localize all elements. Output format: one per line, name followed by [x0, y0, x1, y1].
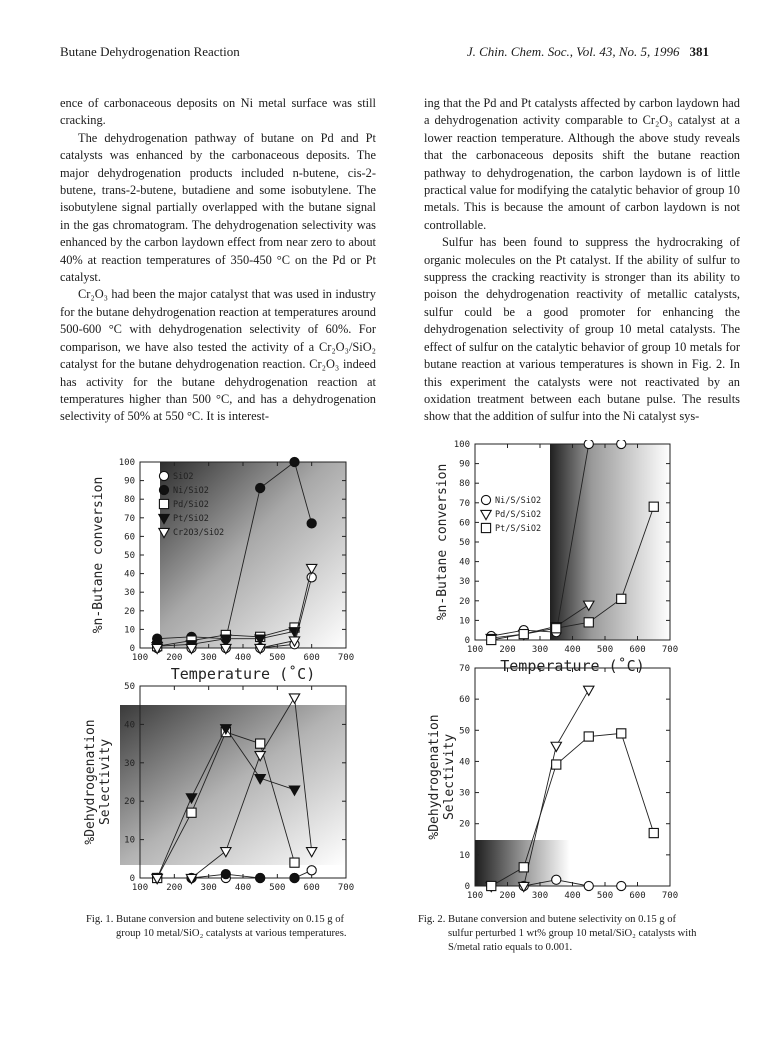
x-axis-label: Temperature (˚C)	[500, 657, 645, 675]
data-point	[584, 686, 594, 695]
caption-label: Fig. 1.	[86, 914, 114, 925]
legend-marker	[481, 495, 490, 504]
y-tick-label: 30	[124, 588, 135, 599]
x-tick-label: 600	[629, 891, 646, 900]
y-tick-label: 20	[124, 797, 135, 808]
x-tick-label: 100	[466, 645, 484, 655]
y-tick-label: 60	[459, 518, 470, 529]
x-tick-label: 700	[337, 653, 355, 663]
y-axis-label-line: %Dehydrogenation	[83, 719, 98, 845]
data-point	[649, 502, 658, 511]
y-tick-label: 70	[124, 513, 135, 524]
y-tick-label: 30	[459, 788, 470, 799]
y-tick-label: 50	[459, 538, 470, 548]
y-tick-label: 50	[124, 682, 135, 692]
y-tick-label: 100	[453, 440, 470, 450]
y-tick-label: 10	[124, 835, 135, 846]
x-tick-label: 700	[661, 891, 679, 900]
data-point	[187, 808, 196, 817]
y-tick-label: 40	[459, 757, 470, 768]
x-tick-label: 300	[531, 645, 549, 655]
data-point	[290, 457, 299, 466]
data-point	[552, 875, 561, 884]
y-tick-label: 40	[124, 569, 135, 580]
legend-marker	[159, 471, 168, 480]
x-axis-label: Temperature (˚C)	[170, 665, 316, 683]
y-tick-label: 0	[129, 644, 135, 654]
x-tick-label: 600	[303, 653, 320, 663]
data-point	[487, 881, 496, 890]
legend-label: Pd/S/SiO2	[495, 510, 542, 520]
legend-marker	[159, 499, 168, 508]
data-point	[617, 440, 626, 449]
y-tick-label: 0	[129, 874, 135, 884]
x-tick-label: 700	[337, 883, 355, 893]
chart-fig2-top	[435, 440, 678, 675]
journal-name: J. Chin. Chem. Soc., Vol. 43, No. 5, 1996	[466, 44, 680, 59]
data-point	[221, 870, 230, 879]
chart-shading	[120, 705, 346, 865]
y-tick-label: 90	[124, 476, 135, 487]
x-tick-label: 200	[499, 645, 516, 655]
y-tick-label: 40	[124, 720, 135, 731]
data-point	[290, 858, 299, 867]
legend-label: SiO2	[173, 472, 194, 482]
x-tick-label: 500	[269, 653, 286, 663]
x-tick-label: 100	[131, 653, 149, 663]
x-tick-label: 400	[564, 645, 581, 655]
data-point	[617, 881, 626, 890]
x-tick-label: 400	[234, 883, 252, 893]
left-column	[60, 95, 376, 426]
paragraph: Cr₂O₃ had been the major catalyst that was used in industry for the butane dehydrogenation reaction at temperatures around 500-600 °C with dehydrogenation selectivity of 60%. For comparison, we have also tested the activity of a Cr₂O₃/SiO₂ catalyst for the butane dehydrogenation reaction. Cr₂O₃ indeed has activity for the butane dehydrogenation reaction at temperatures higher than 500 °C, and has a dehydrogenation selectivity of 50% at 550 °C. It is interest-	[60, 287, 376, 424]
figure-1-caption	[86, 913, 366, 941]
data-point	[584, 618, 593, 627]
chart-shading	[550, 444, 670, 640]
y-tick-label: 50	[459, 726, 470, 737]
y-axis-label-line: %Dehydrogenation	[427, 714, 442, 840]
y-axis-label-line: Selectivity	[98, 738, 113, 826]
y-tick-label: 90	[459, 459, 470, 470]
paragraph: ing that the Pd and Pt catalysts affected by carbon laydown had a dehydrogenation activity comparable to Cr₂O₃ catalyst at a lower reaction temperature. Although the above study reveals that the carbonaceous deposits shift the butane reaction pathway to dehydrogenation, the carbon laydown is of little practical value for modifying the catalytic behavior of group 10 metals. This is because the amount of carbon laydown is not controllable.	[424, 96, 740, 232]
x-tick-label: 100	[466, 891, 484, 900]
caption-text: Butane conversion and butene selectivity on 0.15 g of sulfur perturbed 1 wt% group 10 metal/SiO₂ catalysts with S/metal ratio equals to 0.001.	[448, 914, 697, 953]
y-tick-label: 70	[459, 664, 470, 674]
data-point	[289, 694, 299, 703]
page-number: 381	[689, 44, 709, 59]
data-point	[584, 732, 593, 741]
y-tick-label: 20	[124, 606, 135, 617]
y-tick-label: 0	[464, 636, 470, 646]
y-tick-label: 10	[459, 850, 470, 861]
running-title: Butane Dehydrogenation Reaction	[60, 44, 240, 59]
data-point	[519, 630, 528, 639]
journal-citation	[467, 44, 709, 60]
y-tick-label: 80	[459, 479, 470, 490]
figure-2	[420, 440, 720, 900]
legend-marker	[481, 523, 490, 532]
data-point	[617, 594, 626, 603]
y-tick-label: 20	[459, 596, 470, 607]
y-tick-label: 60	[459, 695, 470, 706]
x-tick-label: 300	[200, 883, 217, 893]
paragraph: Sulfur has been found to suppress the hydrocraking of organic molecules on the Pt catalyst. If the ability of sulfur to suppress the cracking reactivity is stronger than its ability to poison the dehydrogenation reactivity of metallic catalysts, sulfur could be a good promoter for enhancing the dehydrogenation selectivity of group 10 metal catalysts. The effect of sulfur on the catalytic behavior of group 10 metals for butane reaction at various temperatures is shown in Fig. 2. In this experiment the catalysts were not reactivated by an oxidation treatment between each butane pulse. The results show that the addition of sulfur into the Ni catalyst sys-	[424, 235, 740, 424]
y-axis-label-line: %n-Butane conversion	[91, 476, 106, 634]
series-line	[157, 870, 312, 878]
y-tick-label: 0	[464, 882, 470, 892]
x-tick-label: 200	[499, 891, 516, 900]
x-tick-label: 200	[166, 883, 183, 893]
data-point	[256, 873, 265, 882]
y-axis-label	[427, 714, 457, 839]
x-tick-label: 200	[166, 653, 183, 663]
y-tick-label: 40	[459, 557, 470, 568]
x-tick-label: 300	[531, 891, 549, 900]
data-point	[617, 729, 626, 738]
y-tick-label: 100	[118, 458, 135, 468]
data-point	[307, 519, 316, 528]
legend-label: Pd/SiO2	[173, 500, 209, 510]
legend-marker	[481, 510, 491, 519]
paragraph: ence of carbonaceous deposits on Ni metal surface was still cracking.	[60, 96, 376, 128]
x-tick-label: 500	[596, 891, 614, 900]
y-tick-label: 70	[459, 498, 470, 509]
figure-1	[60, 440, 380, 900]
x-tick-label: 400	[234, 653, 252, 663]
right-column	[424, 95, 740, 426]
data-point	[307, 866, 316, 875]
x-tick-label: 400	[564, 891, 581, 900]
legend-label: Cr2O3/SiO2	[173, 528, 225, 538]
data-point	[487, 635, 496, 644]
data-point	[519, 863, 528, 872]
data-point	[256, 483, 265, 492]
legend-label: Pt/SiO2	[173, 514, 209, 524]
caption-label: Fig. 2.	[418, 914, 446, 925]
chart-fig2-bottom	[427, 664, 678, 900]
figure-2-caption	[418, 913, 698, 955]
y-axis-label	[91, 477, 106, 634]
y-tick-label: 60	[124, 532, 135, 543]
data-point	[290, 873, 299, 882]
y-axis-label	[435, 464, 450, 621]
x-tick-label: 500	[269, 883, 286, 893]
x-tick-label: 500	[596, 645, 614, 655]
legend-label: Ni/S/SiO2	[495, 496, 542, 506]
data-point	[551, 742, 561, 751]
legend	[481, 495, 541, 534]
y-tick-label: 20	[459, 819, 470, 830]
y-tick-label: 10	[459, 616, 470, 627]
y-axis-label-line: Selectivity	[442, 733, 457, 821]
data-point	[256, 739, 265, 748]
legend-marker	[159, 485, 168, 494]
x-tick-label: 600	[303, 883, 320, 893]
chart-fig1-bottom	[83, 682, 354, 893]
caption-text: Butane conversion and butene selectivity on 0.15 g of group 10 metal/SiO₂ catalysts at various temperatures.	[116, 914, 347, 939]
data-point	[552, 760, 561, 769]
legend-label: Ni/SiO2	[173, 486, 209, 496]
legend-label: Pt/S/SiO2	[495, 524, 542, 534]
y-tick-label: 30	[124, 758, 135, 769]
x-tick-label: 700	[661, 645, 679, 655]
running-header	[60, 44, 709, 64]
y-tick-label: 80	[124, 495, 135, 506]
paragraph: The dehydrogenation pathway of butane on Pd and Pt catalysts was enhanced by the carbonaceous deposits. The major dehydrogenation products included n-butene, cis-2-butene, trans-2-butene, butadiene and some isobutylene. The isobutylene signal partially overlapped with the butane signal in the gas chromatogram. The dehydrogenation selectivity was enhanced by the carbon laydown effect from near zero to about 40% at reaction temperatures of 350-450 °C on the Pd or Pt catalyst.	[60, 130, 376, 285]
data-point	[584, 881, 593, 890]
data-point	[584, 440, 593, 449]
chart-fig1-top	[91, 457, 354, 683]
data-point	[649, 828, 658, 837]
x-tick-label: 300	[200, 653, 217, 663]
y-axis-label	[83, 719, 113, 844]
y-tick-label: 30	[459, 577, 470, 588]
y-tick-label: 50	[124, 551, 135, 561]
y-tick-label: 10	[124, 625, 135, 636]
x-tick-label: 600	[629, 645, 646, 655]
data-point	[552, 624, 561, 633]
y-axis-label-line: %n-Butane conversion	[435, 463, 450, 621]
x-tick-label: 100	[131, 883, 149, 893]
